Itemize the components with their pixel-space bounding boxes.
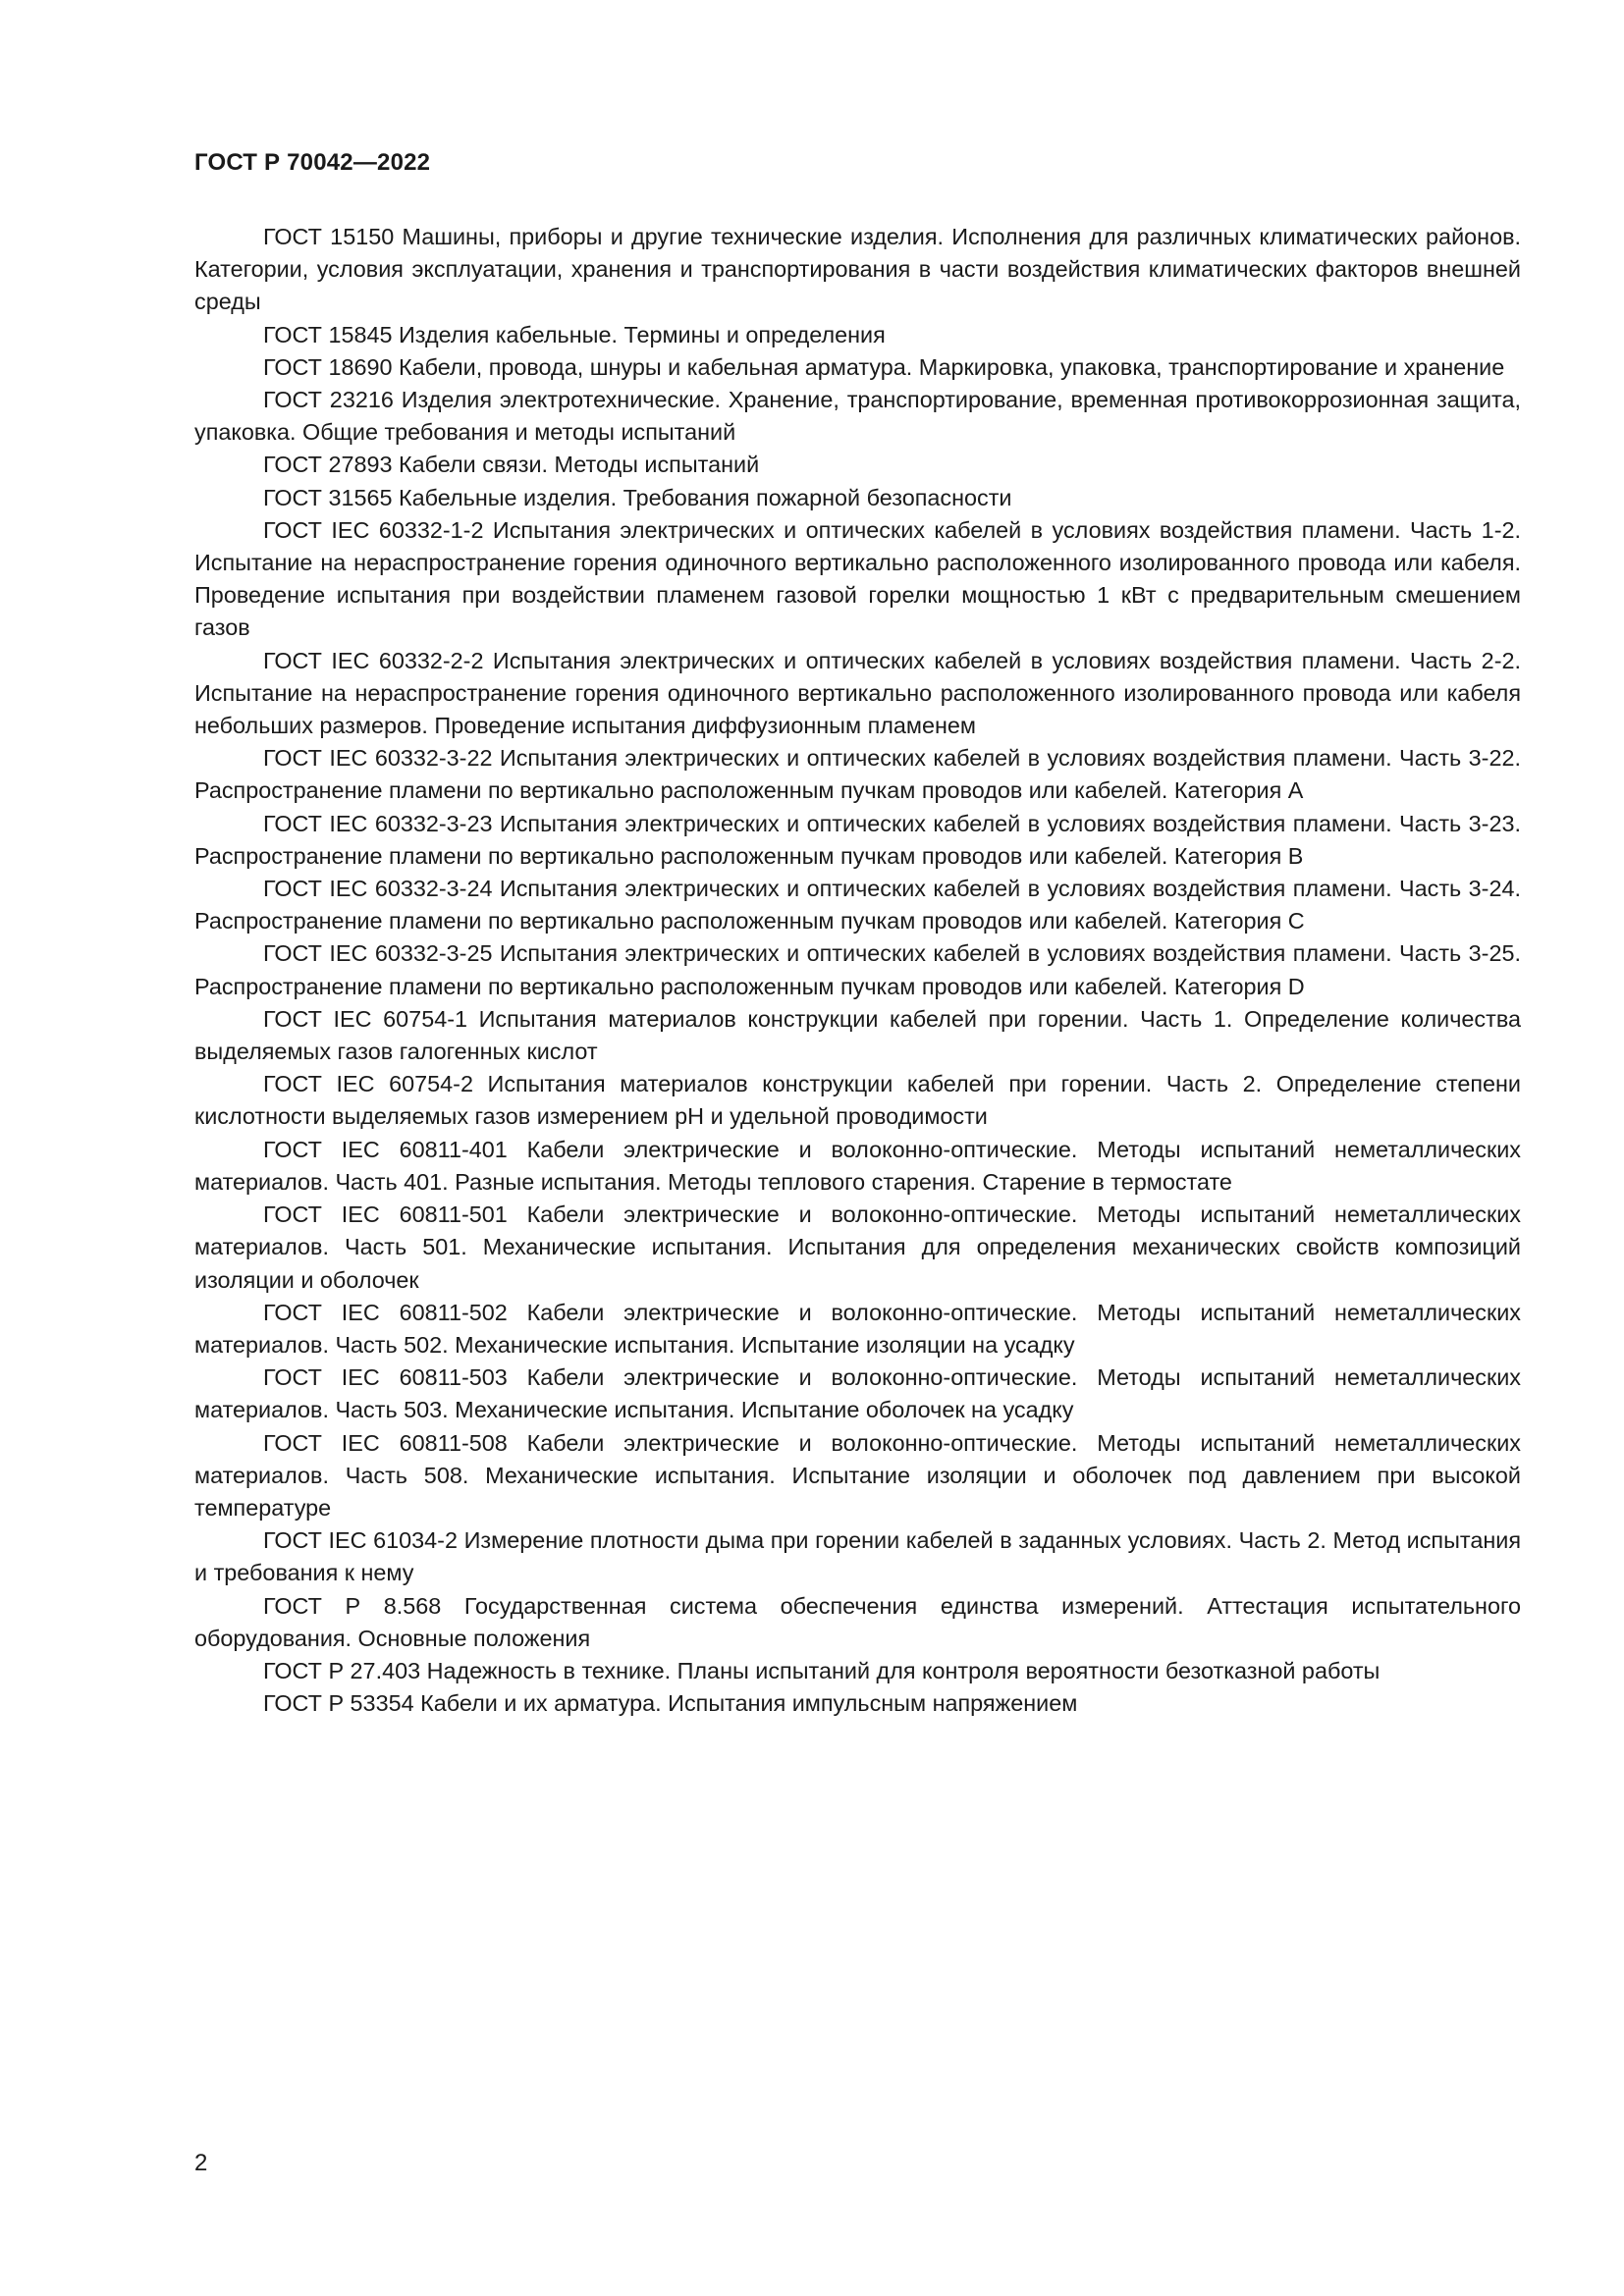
reference-item: ГОСТ 18690 Кабели, провода, шнуры и кабельная арматура. Маркировка, упаковка, транспортирование и хранение — [263, 353, 1505, 380]
reference-item: ГОСТ IEC 60332-3-25 Испытания электрических и оптических кабелей в условиях воздействия пламени. Часть 3-25. Распространение пламени по вертикально расположенным пучкам проводов или кабелей. Категория D — [194, 940, 1521, 999]
reference-item: ГОСТ IEC 60754-1 Испытания материалов конструкции кабелей при горении. Часть 1. Определение количества выделяемых газов галогенных кислот — [194, 1005, 1521, 1065]
reference-item: ГОСТ IEC 60811-501 Кабели электрические и волоконно-оптические. Методы испытаний неметаллических материалов. Часть 501. Механические испытания. Испытания для определения механических свойств композиций изоляции и оболочек — [194, 1201, 1521, 1293]
reference-item: ГОСТ 27893 Кабели связи. Методы испытаний — [263, 452, 760, 478]
reference-item: ГОСТ IEC 61034-2 Измерение плотности дыма при горении кабелей в заданных условиях. Часть 2. Метод испытания и требования к нему — [194, 1527, 1521, 1586]
reference-item: ГОСТ 15845 Изделия кабельные. Термины и определения — [263, 321, 886, 347]
reference-item: ГОСТ IEC 60332-2-2 Испытания электрических и оптических кабелей в условиях воздействия пламени. Часть 2-2. Испытание на нераспространение горения одиночного вертикально расположенного изолированного провода или кабеля небольших размеров. Проведение испытания диффузионным пламенем — [194, 647, 1521, 739]
reference-item: ГОСТ 31565 Кабельные изделия. Требования пожарной безопасности — [263, 484, 1012, 510]
page-number: 2 — [194, 2150, 208, 2176]
reference-item: ГОСТ 23216 Изделия электротехнические. Хранение, транспортирование, временная противокоррозионная защита, упаковка. Общие требования и методы испытаний — [194, 387, 1521, 446]
reference-item: ГОСТ IEC 60332-3-24 Испытания электрических и оптических кабелей в условиях воздействия пламени. Часть 3-24. Распространение пламени по вертикально расположенным пучкам проводов или кабелей. Категория С — [194, 876, 1521, 934]
reference-item: ГОСТ IEC 60811-503 Кабели электрические и волоконно-оптические. Методы испытаний неметаллических материалов. Часть 503. Механические испытания. Испытание оболочек на усадку — [194, 1364, 1521, 1423]
reference-item: ГОСТ 15150 Машины, приборы и другие технические изделия. Исполнения для различных климатических районов. Категории, условия эксплуатации, хранения и транспортирования в части воздействия климатических факторов внешней среды — [194, 224, 1521, 315]
reference-item: ГОСТ IEC 60332-3-23 Испытания электрических и оптических кабелей в условиях воздействия пламени. Часть 3-23. Распространение пламени по вертикально расположенным пучкам проводов или кабелей. Категория В — [194, 810, 1521, 869]
reference-item: ГОСТ Р 27.403 Надежность в технике. Планы испытаний для контроля вероятности безотказной работы — [263, 1657, 1380, 1683]
reference-item: ГОСТ IEC 60811-401 Кабели электрические и волоконно-оптические. Методы испытаний неметаллических материалов. Часть 401. Разные испытания. Методы теплового старения. Старение в термостате — [194, 1136, 1521, 1195]
reference-item: ГОСТ IEC 60754-2 Испытания материалов конструкции кабелей при горении. Часть 2. Определение степени кислотности выделяемых газов измерением pH и удельной проводимости — [194, 1071, 1521, 1130]
reference-item: ГОСТ Р 8.568 Государственная система обеспечения единства измерений. Аттестация испытательного оборудования. Основные положения — [194, 1592, 1521, 1651]
reference-item: ГОСТ IEC 60332-1-2 Испытания электрических и оптических кабелей в условиях воздействия пламени. Часть 1-2. Испытание на нераспространение горения одиночного вертикально расположенного изолированного провода или кабеля. Проведение испытания при воздействии пламенем газовой горелки мощностью 1 кВт с предварительным смешением газов — [194, 516, 1521, 641]
document-header: ГОСТ Р 70042—2022 — [194, 149, 431, 176]
reference-item: ГОСТ IEC 60811-508 Кабели электрические и волоконно-оптические. Методы испытаний неметаллических материалов. Часть 508. Механические испытания. Испытание изоляции и оболочек под давлением при высокой температуре — [194, 1429, 1521, 1521]
reference-item: ГОСТ Р 53354 Кабели и их арматура. Испытания импульсным напряжением — [263, 1690, 1078, 1717]
reference-item: ГОСТ IEC 60811-502 Кабели электрические и волоконно-оптические. Методы испытаний неметаллических материалов. Часть 502. Механические испытания. Испытание изоляции на усадку — [194, 1299, 1521, 1358]
reference-item: ГОСТ IEC 60332-3-22 Испытания электрических и оптических кабелей в условиях воздействия пламени. Часть 3-22. Распространение пламени по вертикально расположенным пучкам проводов или кабелей. Категория А — [194, 745, 1521, 804]
normative-references-list — [194, 221, 1521, 1720]
